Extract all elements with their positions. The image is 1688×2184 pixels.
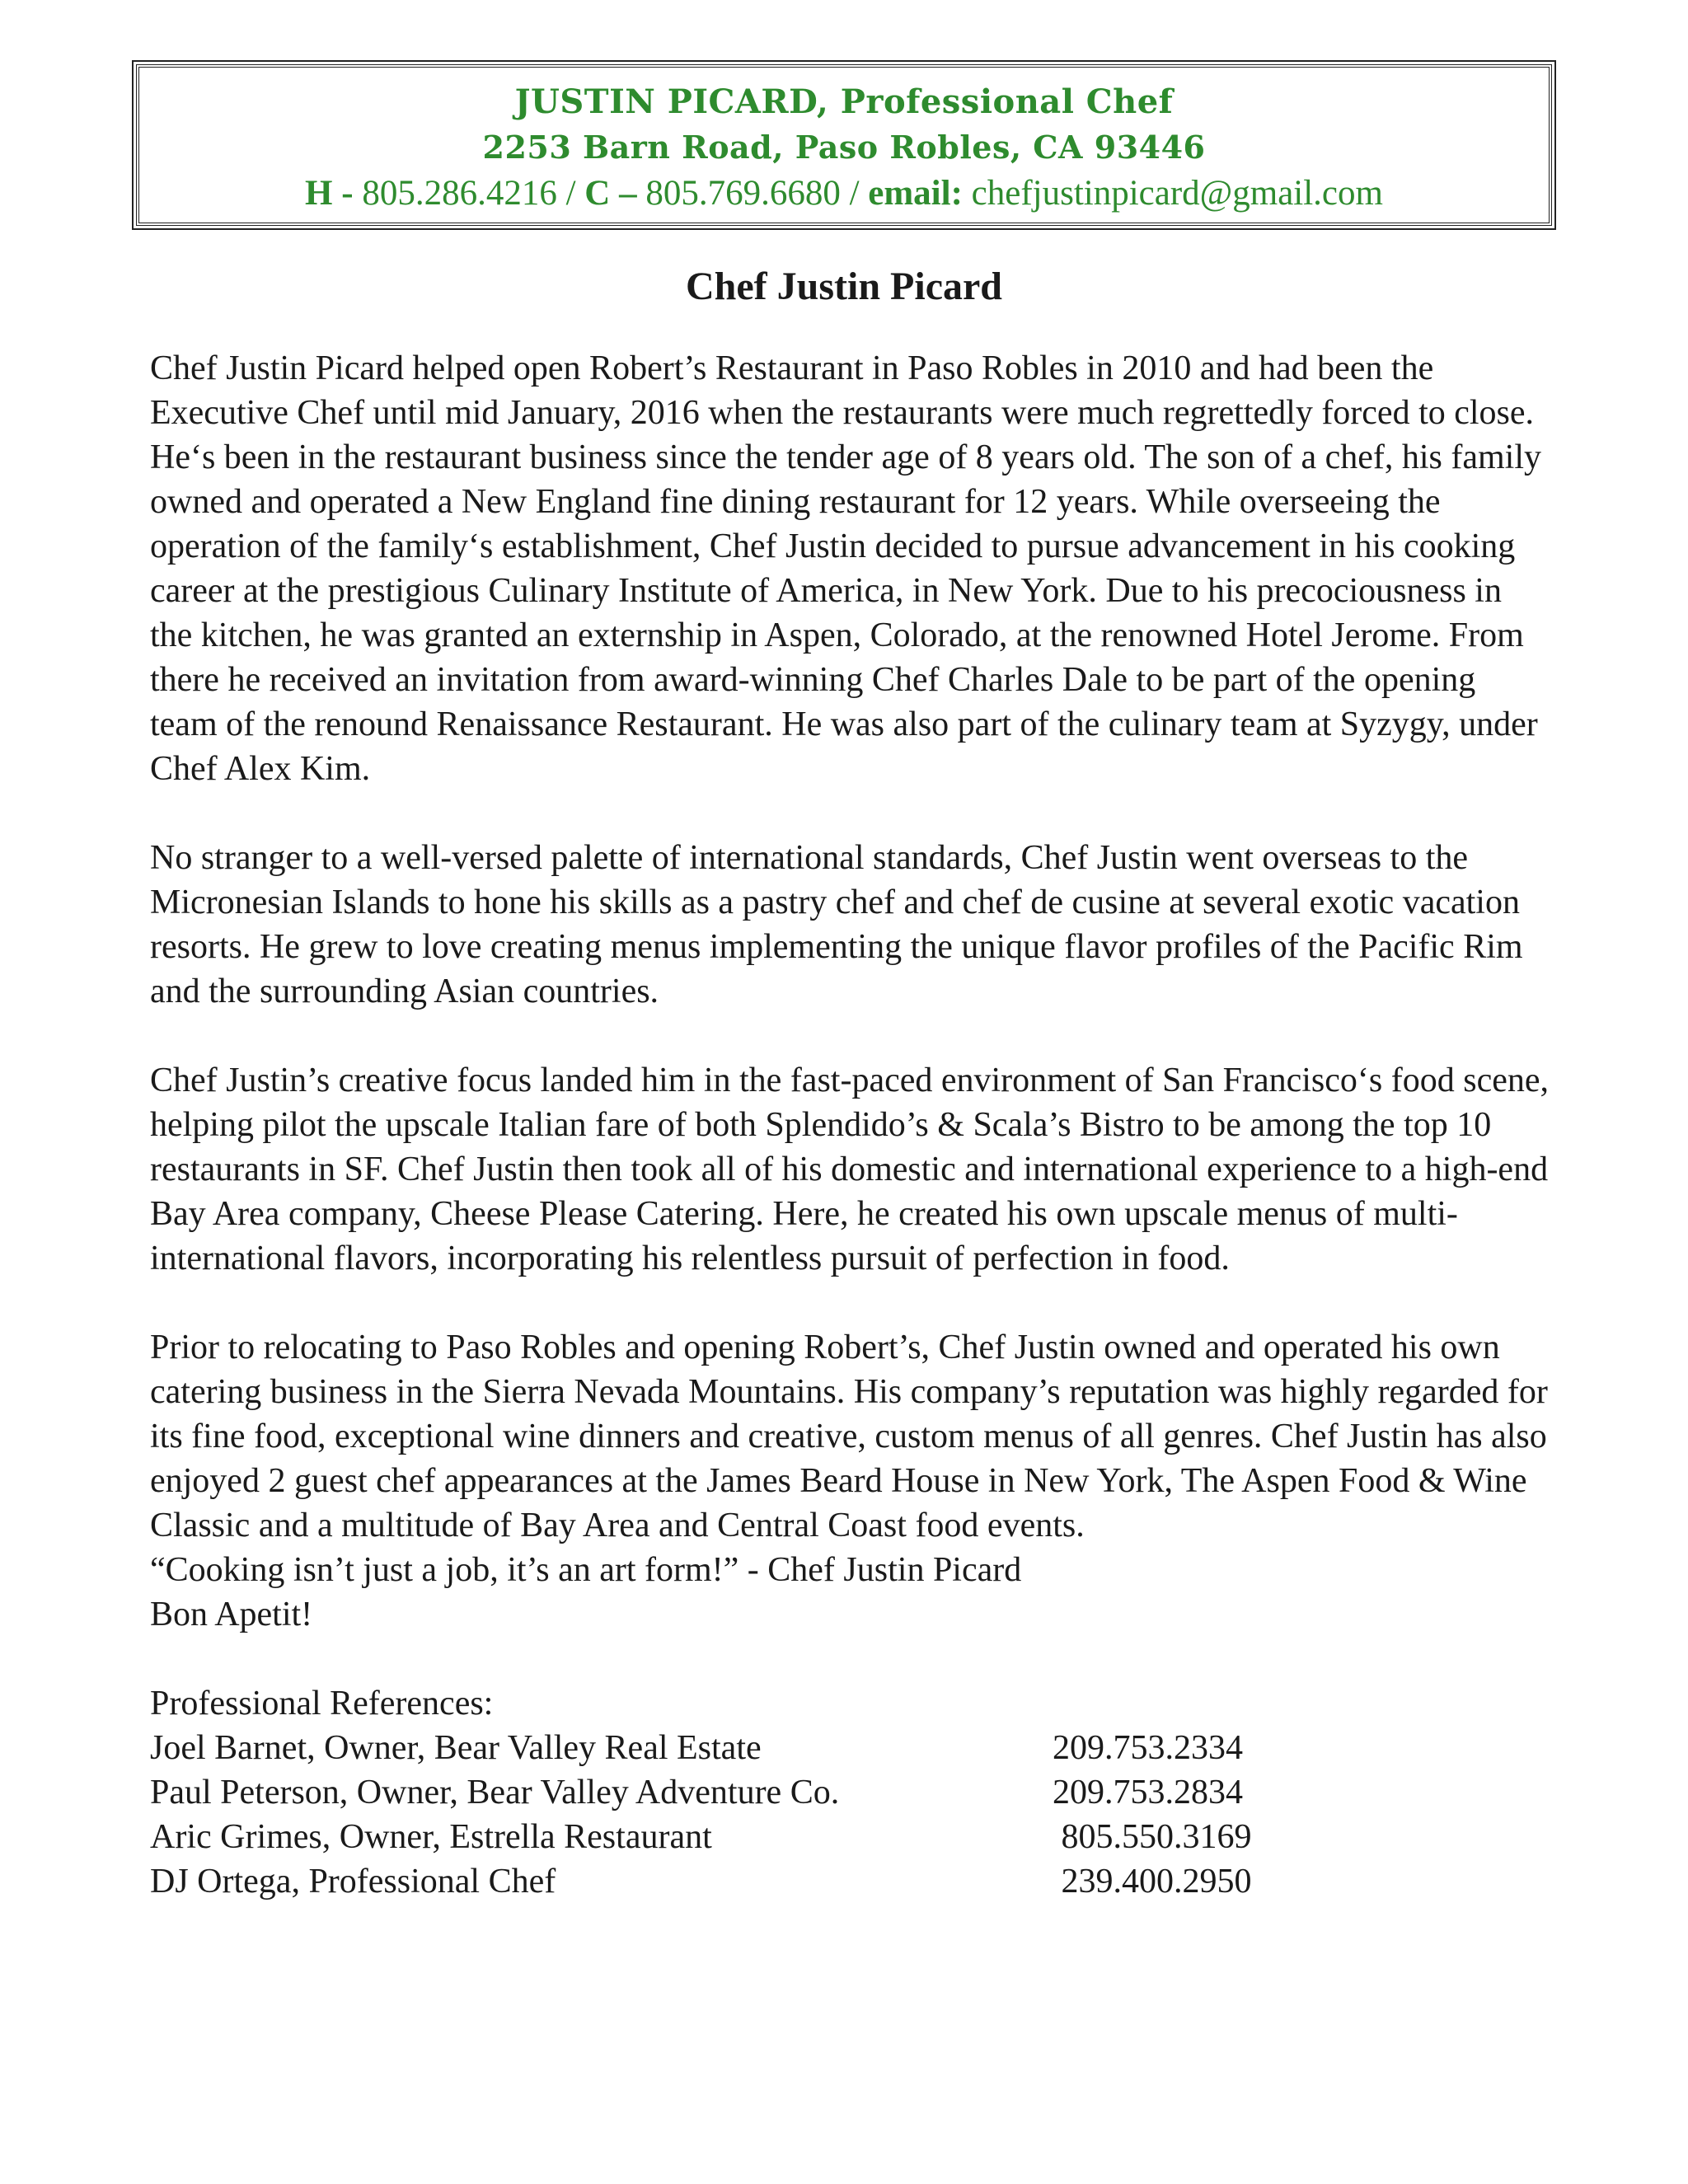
letterhead-contact: [139, 173, 1549, 213]
cell-label: C –: [584, 174, 637, 213]
email-address: chefjustinpicard@gmail.com: [962, 174, 1383, 213]
bio-paragraph-3: Chef Justin’s creative focus landed him in the fast-paced environment of San Francisco‘s food scene, helping pilot the upscale Italian fare of both Splendido’s & Scala’s Bistro to be among the top 10 restaurants in SF. Chef Justin then took all of his domestic and international experience to a high-end Bay Area company, Cheese Please Catering. Here, he created his own upscale menus of multi-international flavors, incorporating his relentless pursuit of perfection in food.: [150, 1062, 1550, 1277]
home-label: H -: [305, 174, 354, 213]
reference-row: [150, 1859, 1551, 1904]
reference-phone: 805.550.3169: [1053, 1818, 1252, 1856]
email-label: email:: [868, 174, 963, 213]
reference-name: Aric Grimes, Owner, Estrella Restaurant: [150, 1818, 712, 1856]
home-phone: 805.286.4216 /: [353, 174, 585, 213]
letterhead: [136, 64, 1552, 226]
reference-row: [150, 1770, 1551, 1815]
reference-name: DJ Ortega, Professional Chef: [150, 1863, 556, 1900]
letterhead-address: 2253 Barn Road, Paso Robles, CA 93446: [482, 129, 1206, 166]
reference-phone: 209.753.2334: [1053, 1729, 1243, 1767]
closing: Bon Apetit!: [150, 1596, 313, 1633]
bio-paragraph-4: Prior to relocating to Paso Robles and opening Robert’s, Chef Justin owned and operated his own catering business in the Sierra Nevada Mountains. His company’s reputation was highly regarded for its fine food, exceptional wine dinners and creative, custom menus of all genres. Chef Justin has also enjoyed 2 guest chef appearances at the James Beard House in New York, The Aspen Food & Wine Classic and a multitude of Bay Area and Central Coast food events.: [150, 1329, 1548, 1544]
reference-name: Joel Barnet, Owner, Bear Valley Real Estate: [150, 1729, 762, 1767]
bio-body: [150, 346, 1551, 1904]
quote: “Cooking isn’t just a job, it’s an art form!” - Chef Justin Picard: [150, 1551, 1022, 1589]
bio-paragraph-1: Chef Justin Picard helped open Robert’s Restaurant in Paso Robles in 2010 and had been the Executive Chef until mid January, 2016 when the restaurants were much regrettedly forced to close. He‘s been in the restaurant business since the tender age of 8 years old. The son of a chef, his family owned and operated a New England fine dining restaurant for 12 years. While overseeing the operation of the family‘s establishment, Chef Justin decided to pursue advancement in his cooking career at the prestigious Culinary Institute of America, in New York. Due to his precociousness in the kitchen, he was granted an externship in Aspen, Colorado, at the renowned Hotel Jerome. From there he received an invitation from award-winning Chef Charles Dale to be part of the opening team of the renound Renaissance Restaurant. He was also part of the culinary team at Syzygy, under Chef Alex Kim.: [150, 349, 1542, 788]
document-title: Chef Justin Picard: [686, 265, 1002, 308]
reference-row: [150, 1815, 1551, 1859]
reference-name: Paul Peterson, Owner, Bear Valley Adventure Co.: [150, 1774, 840, 1811]
cell-phone: 805.769.6680 /: [636, 174, 869, 213]
reference-phone: 239.400.2950: [1053, 1863, 1252, 1900]
reference-row: [150, 1726, 1551, 1770]
references-list: [150, 1726, 1551, 1904]
bio-paragraph-2: No stranger to a well-versed palette of international standards, Chef Justin went overseas to the Micronesian Islands to hone his skills as a pastry chef and chef de cusine at several exotic vacation resorts. He grew to love creating menus implementing the unique flavor profiles of the Pacific Rim and the surrounding Asian countries.: [150, 839, 1523, 1010]
letterhead-name: JUSTIN PICARD, Professional Chef: [514, 82, 1174, 121]
reference-phone: 209.753.2834: [1053, 1774, 1243, 1811]
references-heading: Professional References:: [150, 1685, 494, 1722]
